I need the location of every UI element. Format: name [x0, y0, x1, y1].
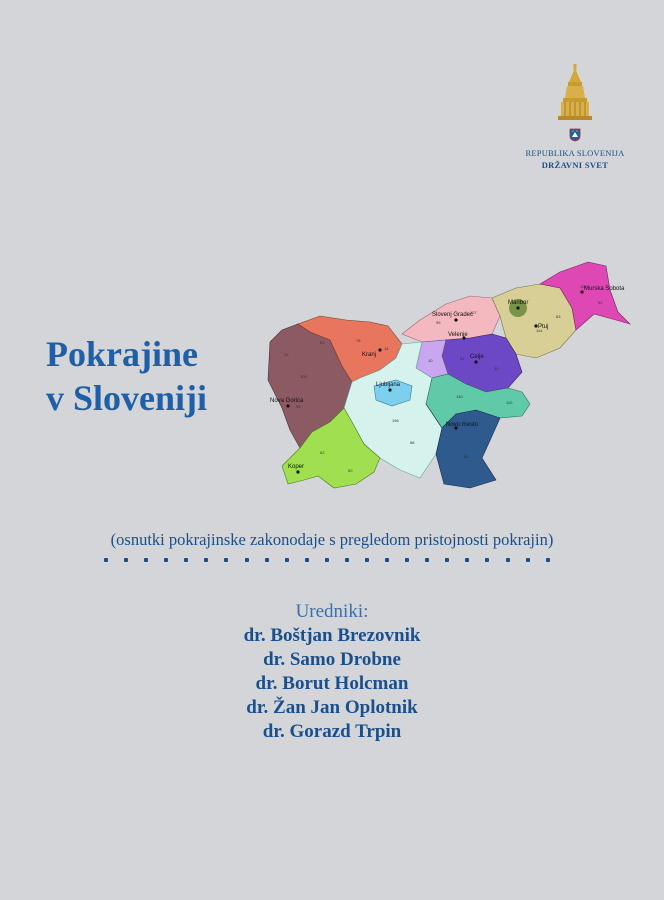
city-label-velenje: Velenje: [448, 332, 468, 338]
city-label-slovenj-gradec: Slovenj Gradec: [432, 312, 474, 318]
city-label-murska-sobota: Murska Sobota: [584, 286, 625, 292]
svg-text:61: 61: [320, 340, 325, 345]
svg-text:114: 114: [536, 328, 543, 333]
svg-text:88: 88: [410, 440, 415, 445]
editor-name: dr. Boštjan Brezovnik: [243, 625, 421, 646]
svg-text:127: 127: [470, 310, 477, 315]
city-label-kranj: Kranj: [362, 352, 377, 358]
subtitle: (osnutki pokrajinske zakonodaje s pregledom pristojnosti pokrajin): [110, 530, 554, 549]
svg-text:110: 110: [506, 400, 513, 405]
publisher-emblem: [520, 64, 630, 170]
publisher-name-line1: REPUBLIKA SLOVENIJA: [525, 148, 625, 158]
svg-text:50: 50: [348, 468, 353, 473]
city-label-ljubljana: Ljubljana: [376, 382, 401, 388]
svg-text:51: 51: [460, 356, 465, 361]
editors-label: Uredniki:: [295, 601, 369, 622]
city-label-ptuj: Ptuj: [538, 324, 549, 330]
page-title: [46, 332, 246, 420]
svg-text:85: 85: [464, 454, 469, 459]
city-label-novo-mesto: Novo mesto: [446, 422, 479, 428]
svg-text:62: 62: [320, 450, 325, 455]
editor-name: dr. Žan Jan Oplotnik: [246, 697, 418, 718]
title-line-1: Pokrajine: [46, 334, 198, 374]
slovenia-regions-map: [260, 258, 632, 494]
dotted-divider: [104, 558, 550, 562]
svg-text:105: 105: [300, 374, 307, 379]
svg-text:22: 22: [284, 352, 289, 357]
svg-text:140: 140: [456, 394, 463, 399]
svg-text:100: 100: [580, 284, 587, 289]
publisher-name-line2: DRŽAVNI SVET: [541, 160, 609, 170]
city-label-nova-gorica: Nova Gorica: [270, 398, 304, 404]
city-label-koper: Koper: [288, 464, 305, 470]
parliament-tower-icon: [555, 64, 595, 126]
svg-text:14: 14: [384, 346, 389, 351]
editor-name: dr. Borut Holcman: [255, 673, 409, 694]
editors-block: [0, 600, 664, 744]
city-label-celje: Celje: [470, 354, 484, 360]
svg-text:35: 35: [494, 366, 499, 371]
slovenia-coat-of-arms-icon: [569, 128, 581, 142]
svg-text:10: 10: [428, 358, 433, 363]
title-line-2: v Sloveniji: [46, 378, 208, 418]
svg-text:99: 99: [436, 320, 441, 325]
editor-name: dr. Samo Drobne: [263, 649, 401, 670]
svg-text:95: 95: [296, 404, 301, 409]
svg-text:63: 63: [556, 314, 561, 319]
svg-text:92: 92: [598, 300, 603, 305]
svg-text:78: 78: [356, 338, 361, 343]
editor-name: dr. Gorazd Trpin: [262, 721, 402, 742]
city-label-maribor: Maribor: [508, 300, 529, 306]
svg-text:196: 196: [392, 418, 399, 423]
